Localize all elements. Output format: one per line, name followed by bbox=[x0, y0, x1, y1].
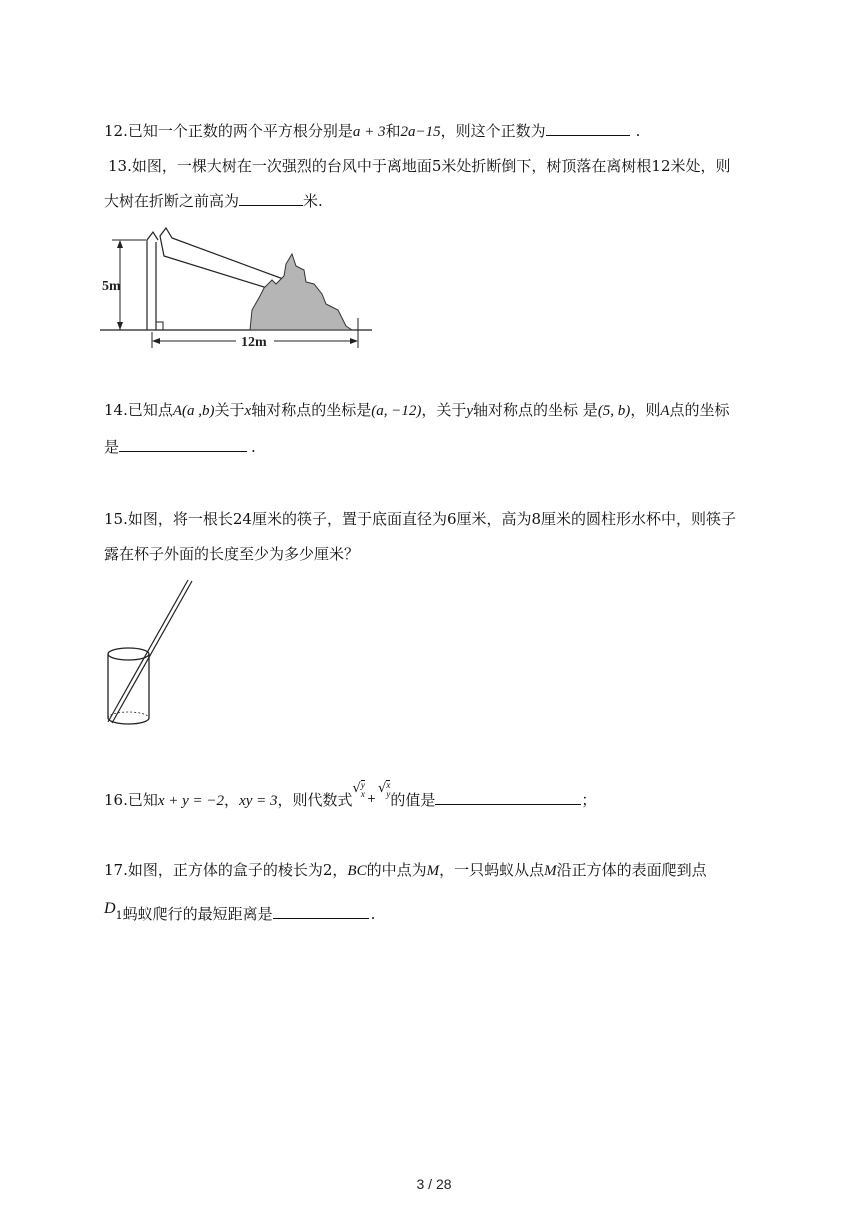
q17-bc: BC bbox=[347, 863, 367, 879]
q12-prefix: 12.已知一个正数的两个平方根分别是 bbox=[104, 122, 353, 140]
label-height-5m: 5m bbox=[102, 279, 121, 294]
broken-tree-figure bbox=[100, 226, 375, 356]
q14-line2-prefix: 是 bbox=[104, 438, 120, 456]
q16-text-3: 的值是 bbox=[390, 791, 436, 809]
q16-separator: ， bbox=[224, 791, 240, 809]
question-12 bbox=[104, 120, 640, 142]
height-arrow-bottom bbox=[117, 322, 123, 330]
q17-text-1: 17.如图，正方体的盒子的棱长为2， bbox=[104, 861, 348, 879]
q16-num-2: x bbox=[386, 780, 391, 790]
q14-answer-blank[interactable] bbox=[119, 436, 247, 452]
q17-text-3: ，一只蚂蚁从点 bbox=[439, 861, 545, 879]
q14-end: . bbox=[251, 438, 256, 456]
q16-den-2: y bbox=[386, 789, 391, 799]
q16-den-1: x bbox=[360, 789, 365, 799]
q12-expr1: a + 3 bbox=[352, 124, 386, 140]
q17-answer-blank[interactable] bbox=[273, 903, 369, 919]
q17-text-5: 蚂蚁爬行的最短距离是 bbox=[122, 905, 273, 923]
q12-end: . bbox=[635, 122, 641, 140]
q13-text-line1: 13.如图，一棵大树在一次强烈的台风中于离地面5米处折断倒下，树顶落在离树根12米处，则 bbox=[108, 157, 731, 175]
q16-sqrt-1: √y x bbox=[352, 780, 365, 799]
question-15-line2 bbox=[104, 544, 359, 564]
q17-d-subscript: 1 bbox=[115, 909, 123, 922]
question-14-line1 bbox=[104, 400, 730, 421]
q17-end: . bbox=[370, 905, 376, 923]
q12-answer-blank[interactable] bbox=[546, 120, 630, 136]
q14-x-axis: x bbox=[244, 403, 252, 419]
q14-text-1: 14.已知点 bbox=[104, 401, 173, 419]
q14-coord-2: (5, b) bbox=[597, 403, 631, 419]
q17-d: D bbox=[104, 900, 116, 917]
tree-crown bbox=[250, 254, 352, 330]
right-angle-mark bbox=[156, 322, 163, 330]
q16-plus: + bbox=[366, 792, 377, 805]
q13-suffix: 米. bbox=[303, 192, 323, 210]
q16-answer-blank[interactable] bbox=[435, 789, 581, 805]
q16-text-2: ，则代数式 bbox=[277, 791, 353, 809]
q17-text-2: 的中点为 bbox=[366, 861, 427, 879]
q14-text-7: 点的坐标 bbox=[669, 401, 730, 419]
question-17-line2 bbox=[104, 900, 376, 926]
chopstick-edge-2 bbox=[112, 581, 192, 723]
page-number: 3 / 28 bbox=[416, 1176, 452, 1192]
q15-text-line1: 15.如图，将一根长24厘米的筷子，置于底面直径为6厘米，高为8厘米的圆柱形水杯中，则筷子 bbox=[104, 510, 737, 528]
q14-text-4: ，关于 bbox=[421, 401, 467, 419]
q13-text-line2: 大树在折断之前高为 bbox=[104, 192, 240, 210]
label-base-12m: 12m bbox=[241, 335, 267, 350]
q16-equation-2: xy = 3 bbox=[239, 793, 278, 809]
question-14-line2 bbox=[104, 436, 256, 457]
q14-coord-1: (a, −12) bbox=[371, 403, 422, 419]
question-13-line2 bbox=[104, 190, 323, 211]
q15-text-line2: 露在杯子外面的长度至少为多少厘米？ bbox=[104, 545, 360, 563]
question-17-line1 bbox=[104, 860, 707, 881]
q16-end: ； bbox=[581, 791, 597, 809]
q16-sqrt-2: √x y bbox=[378, 780, 391, 799]
q12-suffix: ，则这个正数为 bbox=[440, 122, 546, 140]
q14-text-3: 轴对称点的坐标是 bbox=[251, 401, 372, 419]
q14-point-a: A(a ,b) bbox=[172, 403, 215, 419]
fallen-treetop bbox=[160, 228, 286, 292]
base-arrow-left bbox=[152, 338, 160, 344]
chopstick-edge-1 bbox=[108, 580, 188, 722]
question-16 bbox=[104, 780, 597, 811]
q12-and: 和 bbox=[385, 122, 401, 140]
question-13-line1 bbox=[108, 156, 731, 176]
q17-m2: M bbox=[544, 863, 557, 879]
q12-expr2: 2a−15 bbox=[400, 124, 441, 140]
cup-bottom-back bbox=[108, 712, 149, 718]
cup-rim bbox=[108, 648, 149, 660]
q16-equation-1: x + y = −2 bbox=[157, 793, 225, 809]
q14-text-2: 关于 bbox=[214, 401, 245, 419]
question-15-line1 bbox=[104, 509, 736, 529]
q14-point-label: A bbox=[660, 403, 670, 419]
chopstick-cup-figure bbox=[100, 574, 210, 734]
q16-text-1: 16.已知 bbox=[104, 791, 158, 809]
q13-answer-blank[interactable] bbox=[239, 190, 303, 206]
q16-num-1: y bbox=[360, 780, 365, 790]
base-arrow-right bbox=[350, 338, 358, 344]
height-arrow-top bbox=[117, 240, 123, 248]
q14-y-axis: y bbox=[466, 403, 474, 419]
q17-text-4: 沿正方体的表面爬到点 bbox=[556, 861, 707, 879]
q17-m: M bbox=[426, 863, 440, 879]
q14-text-5: 轴对称点的坐标 是 bbox=[473, 401, 598, 419]
q14-text-6: ，则 bbox=[630, 401, 661, 419]
